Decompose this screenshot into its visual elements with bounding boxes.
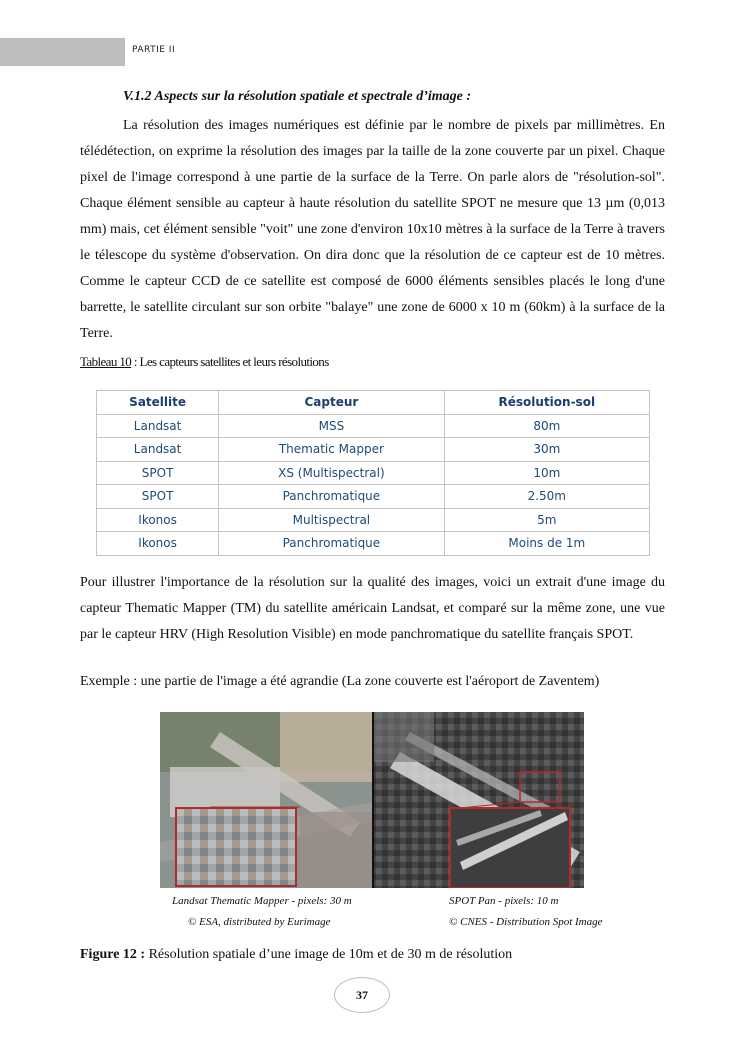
page-number: 37 [334,977,390,1013]
header-bar [0,38,125,66]
left-image-credit: © ESA, distributed by Eurimage [188,916,331,928]
resolution-table [96,390,650,556]
table-row [97,485,650,509]
paragraph-illustration: Pour illustrer l'importance de la résolution sur la qualité des images, voici un extrait d'une image du capteur Thematic Mapper (TM) du satellite américain Landsat, et comparé sur la même zone, une vue par le capteur HRV (High Resolution Visible) en mode panchromatique du satellite français SPOT. [80,575,665,642]
cell-resolution: 5m [444,508,649,532]
cell-satellite: SPOT [97,485,219,509]
table-caption [80,354,329,370]
cell-resolution: 10m [444,461,649,485]
figure-caption [80,947,512,963]
cell-resolution: 80m [444,414,649,438]
cell-resolution: 30m [444,438,649,462]
example-text: Exemple : une partie de l'image a été agrandie (La zone couverte est l'aéroport de Zaventem) [80,674,600,689]
part-label: PARTIE II [132,45,176,55]
header-capteur: Capteur [219,391,444,415]
section-title: V.1.2 Aspects sur la résolution spatiale et spectrale d’image : [123,89,472,104]
cell-capteur: Multispectral [219,508,444,532]
cell-satellite: Ikonos [97,532,219,556]
table-row [97,438,650,462]
header-satellite: Satellite [97,391,219,415]
right-image-credit: © CNES - Distribution Spot Image [449,916,603,928]
cell-satellite: Ikonos [97,508,219,532]
cell-satellite: Landsat [97,438,219,462]
cell-satellite: Landsat [97,414,219,438]
cell-capteur: XS (Multispectral) [219,461,444,485]
table-header-row [97,391,650,415]
cell-satellite: SPOT [97,461,219,485]
table-row [97,414,650,438]
figure-caption-label: Figure 12 : [80,947,146,962]
satellite-comparison-image [160,712,584,888]
table-caption-text: : Les capteurs satellites et leurs résolutions [131,354,329,369]
left-image-caption: Landsat Thematic Mapper - pixels: 30 m [172,895,352,907]
cell-capteur: Panchromatique [219,485,444,509]
paragraph-resolution: La résolution des images numériques est définie par le nombre de pixels par millimètres. En télédétection, on exprime la résolution des images par la taille de la zone couverte par un pixel. Chaque pixel de l'image correspond à une partie de la surface de la Terre. On parle alors de "résolution-sol". Chaque élément sensible au capteur à haute résolution du satellite SPOT ne mesure que 13 µm (0,013 mm) mais, cet élément sensible "voit" une zone d'environ 10x10 mètres à la surface de la Terre à travers le télescope du système d'observation. On dira donc que la résolution de ce capteur est de 10 mètres. Comme le capteur CCD de ce satellite est composé de 6000 éléments sensibles placés le long d'une barrette, le satellite circulant sur son orbite "balaye" une zone de 6000 x 10 m (60km) à la surface de la Terre. [80,118,665,341]
cell-capteur: Thematic Mapper [219,438,444,462]
header-resolution: Résolution-sol [444,391,649,415]
table-caption-label: Tableau 10 [80,354,132,369]
figure-caption-text: Résolution spatiale d’une image de 10m et de 30 m de résolution [145,947,513,962]
table-row [97,508,650,532]
cell-capteur: Panchromatique [219,532,444,556]
table-row [97,532,650,556]
right-image-caption: SPOT Pan - pixels: 10 m [449,895,559,907]
table-row [97,461,650,485]
cell-capteur: MSS [219,414,444,438]
cell-resolution: 2.50m [444,485,649,509]
cell-resolution: Moins de 1m [444,532,649,556]
